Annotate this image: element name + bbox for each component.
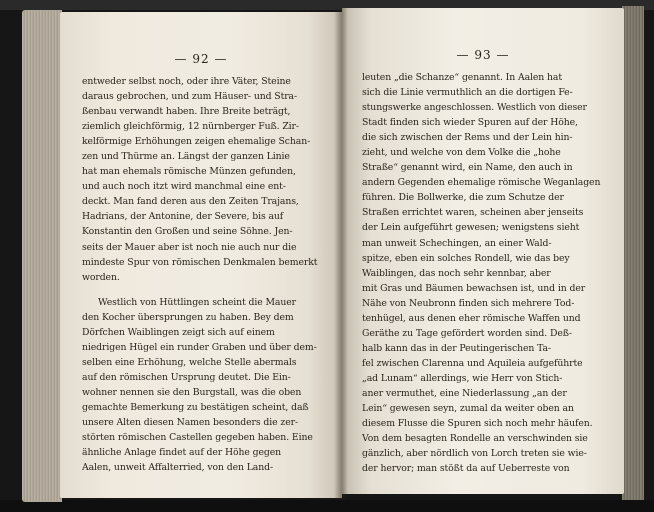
right-page-text xyxy=(362,70,610,476)
text-line: störten römischen Castellen gegeben haben. Eine xyxy=(82,432,313,444)
text-line: stungswerke angeschlossen. Westlich von dieser xyxy=(362,102,587,114)
text-line: Straßen errichtet waren, scheinen aber jenseits xyxy=(362,207,584,219)
text-line: niedrigen Hügel ein runder Graben und über dem- xyxy=(82,341,317,353)
text-line: Westlich von Hüttlingen scheint die Mauer xyxy=(98,296,296,308)
text-line: diesem Flusse die Spuren sich noch mehr häufen. xyxy=(362,418,593,430)
text-line: ziemlich gleichförmig, 12 nürnberger Fuß. Zir- xyxy=(82,121,299,133)
text-line: und auch noch itzt wird manchmal eine ent- xyxy=(82,181,286,193)
text-line: aner vermuthet, eine Niederlassung „an der xyxy=(362,387,567,399)
text-line: selben eine Erhöhung, welche Stelle abermals xyxy=(82,356,297,368)
text-line: Hadrians, der Antonine, der Severe, bis auf xyxy=(82,211,284,223)
text-line: die sich zwischen der Rems und der Lein hin- xyxy=(362,132,573,144)
text-line: ßenbau verwandt haben. Ihre Breite beträgt, xyxy=(82,106,291,118)
book-page-edges-right xyxy=(622,6,644,500)
text-line: andern Gegenden ehemalige römische Weganlagen xyxy=(362,177,601,189)
text-line: zieht, und welche von dem Volke die „hohe xyxy=(362,147,561,159)
book-page-edges-left xyxy=(22,10,62,502)
text-line: deckt. Man fand deren aus den Zeiten Trajans, xyxy=(82,196,299,208)
text-line: Von dem besagten Rondelle an verschwinden sie xyxy=(362,433,588,445)
text-line: Lein“ gewesen seyn, zumal da weiter oben an xyxy=(362,403,574,415)
text-line: Stadt finden sich wieder Spuren auf der Höhe, xyxy=(362,117,578,129)
text-line: leuten „die Schanze“ genannt. In Aalen hat xyxy=(362,72,563,83)
text-line: „ad Lunam“ allerdings, wie Herr von Stich- xyxy=(362,372,563,384)
left-page xyxy=(60,12,342,498)
text-line: mindeste Spur von römischen Denkmalen bemerkt xyxy=(82,256,318,268)
text-line: man unweit Schechingen, an einer Wald- xyxy=(362,237,552,249)
text-line: seits der Mauer aber ist noch nie auch nur die xyxy=(82,241,297,253)
text-line: kelförmige Erhöhungen zeigen ehemalige Schan- xyxy=(82,136,311,148)
text-line: spitze, eben ein solches Rondell, wie das bey xyxy=(362,252,570,264)
text-line: worden. xyxy=(82,271,120,283)
text-line: ähnliche Anlage findet auf der Höhe gegen xyxy=(82,447,282,459)
left-page-text xyxy=(82,74,328,475)
text-line: gänzlich, aber nördlich von Lorch treten sie wie- xyxy=(362,448,587,460)
text-line: Aalen, unweit Affalterried, von den Land- xyxy=(82,462,274,474)
text-line: der hervor; man stößt da auf Ueberreste von xyxy=(362,463,570,475)
text-line: Dörfchen Waiblingen zeigt sich auf einem xyxy=(82,326,275,338)
text-line: hat man ehemals römische Münzen gefunden, xyxy=(82,166,296,178)
text-line: Waiblingen, das noch sehr kennbar, aber xyxy=(362,267,551,279)
text-line: führen. Die Bollwerke, die zum Schutze der xyxy=(362,192,564,204)
text-line: Straße“ genannt wird, ein Name, den auch in xyxy=(362,162,573,174)
text-line: tenhügel, aus denen eher römische Waffen und xyxy=(362,312,581,324)
page-number-left: — 92 — xyxy=(174,52,228,66)
text-line: der Lein aufgeführt gewesen; wenigstens sieht xyxy=(362,222,580,234)
text-line: gemachte Bemerkung zu bestätigen scheint, daß xyxy=(82,401,309,413)
text-line: mit Gras und Bäumen bewachsen ist, und in der xyxy=(362,282,586,294)
text-line: fel zwischen Clarenna und Aquileia aufgeführte xyxy=(362,357,583,369)
book-gutter xyxy=(334,8,348,500)
text-line: unsere Alten diesen Namen besonders die zer- xyxy=(82,417,298,429)
text-line: Nähe von Neubronn finden sich mehrere Tod- xyxy=(362,297,575,309)
text-line: Konstantin den Großen und seine Söhne. Jen- xyxy=(82,226,293,238)
text-line: den Kocher übersprungen zu haben. Bey dem xyxy=(82,311,294,323)
page-number-right: — 93 — xyxy=(456,48,510,62)
text-line: daraus gebrochen, und zum Häuser- und Stra- xyxy=(82,91,298,103)
text-line: halb kann das in der Peutingerischen Ta- xyxy=(362,342,551,354)
text-line: auf den römischen Ursprung deutet. Die Ein- xyxy=(82,371,291,383)
text-line: entweder selbst noch, oder ihre Väter, Steine xyxy=(82,76,291,87)
text-line: Geräthe zu Tage gefördert worden sind. Deß- xyxy=(362,327,572,339)
text-line: zen und Thürme an. Längst der ganzen Linie xyxy=(82,151,290,163)
paragraph-gap xyxy=(82,285,328,295)
text-line: sich die Linie vermuthlich an die dortigen Fe- xyxy=(362,87,573,99)
text-line: wohner nennen sie den Burgstall, was die oben xyxy=(82,386,302,398)
right-page xyxy=(342,8,624,494)
